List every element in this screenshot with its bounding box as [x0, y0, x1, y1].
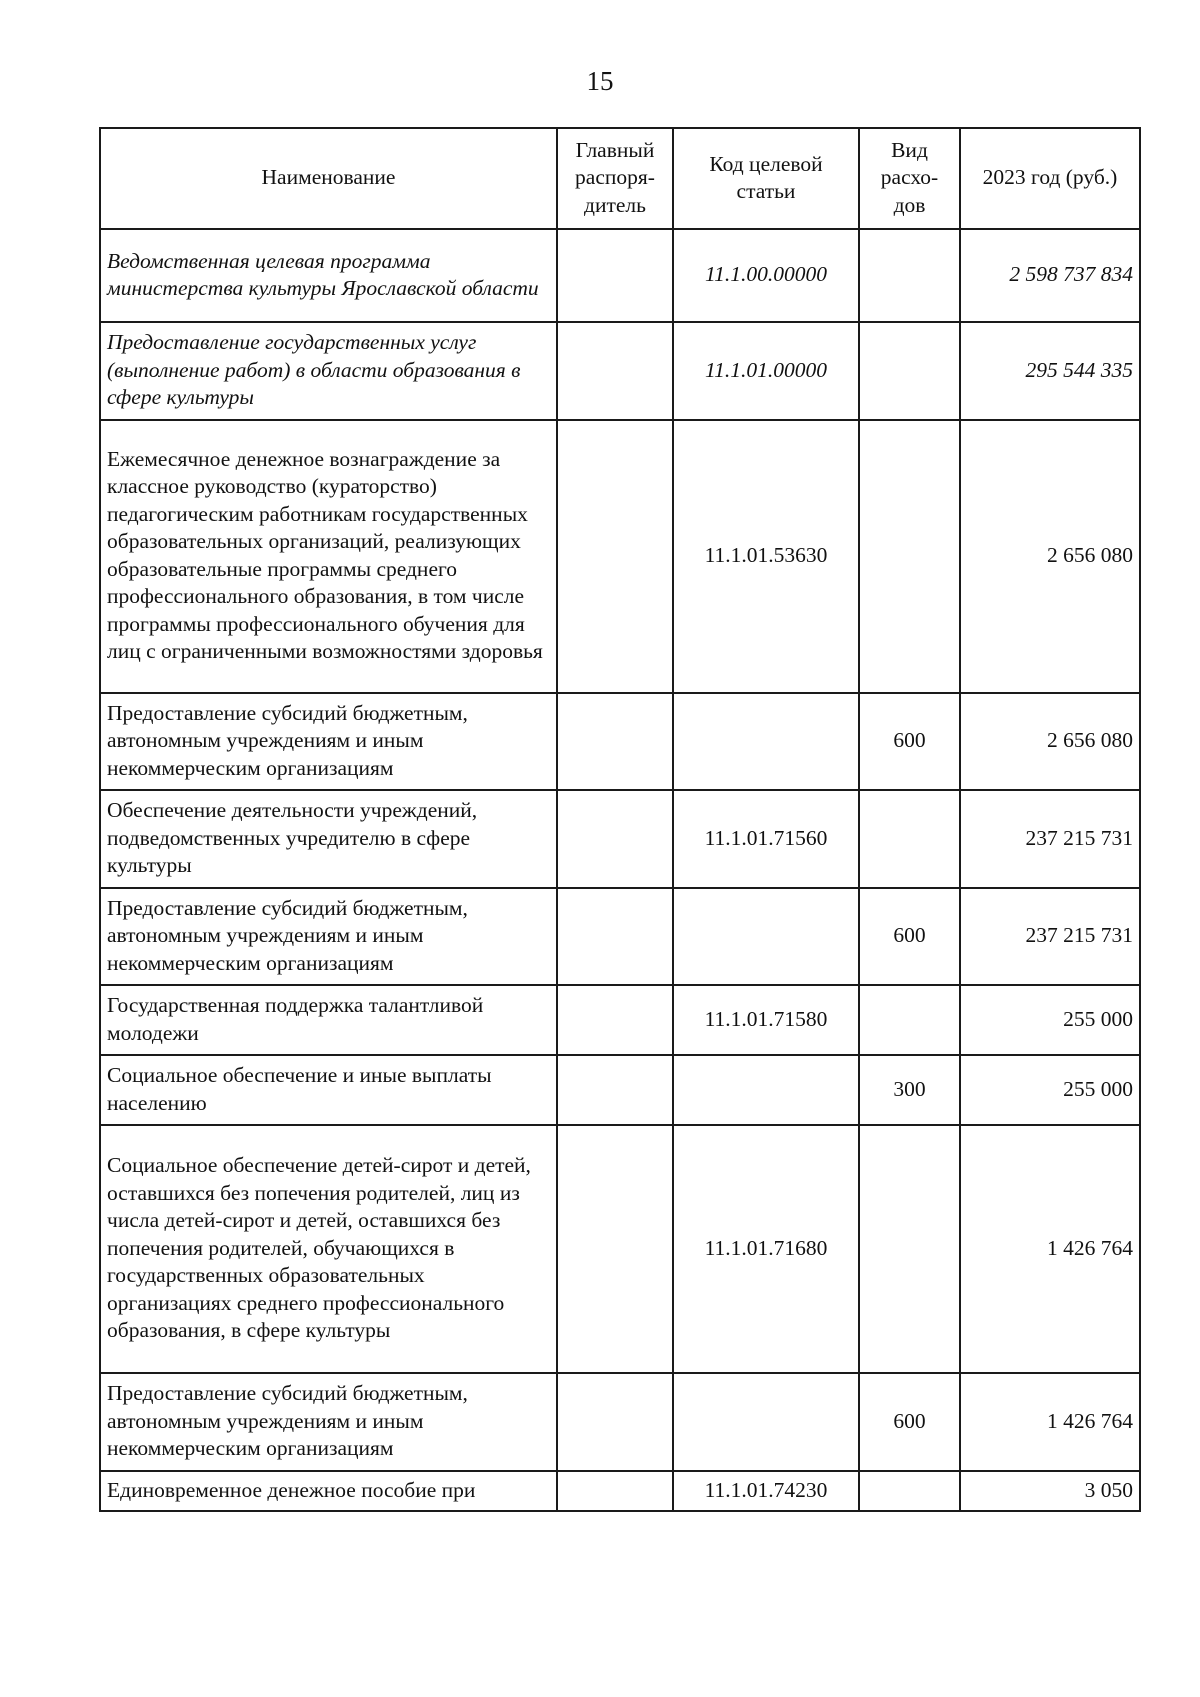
header-chief-manager: Главный распоря-дитель: [557, 128, 673, 229]
cell-amount: 295 544 335: [960, 322, 1140, 420]
cell-chief-manager: [557, 1055, 673, 1125]
cell-amount: 237 215 731: [960, 888, 1140, 986]
header-row: [100, 128, 1140, 229]
table-row: [100, 1055, 1140, 1125]
cell-expense-type: [859, 1125, 960, 1373]
cell-amount: 2 598 737 834: [960, 229, 1140, 322]
cell-amount: 2 656 080: [960, 420, 1140, 693]
cell-target-code: 11.1.01.74230: [673, 1471, 859, 1512]
cell-expense-type: 300: [859, 1055, 960, 1125]
table-row: [100, 229, 1140, 322]
cell-name: Единовременное денежное пособие при: [100, 1471, 557, 1512]
cell-name: Социальное обеспечение детей-сирот и детей, оставшихся без попечения родителей, лиц из числа детей-сирот и детей, оставшихся без попечения родителей, обучающихся в государственных образовательных организациях среднего профессионального образования, в сфере культуры: [100, 1125, 557, 1373]
cell-name: Ежемесячное денежное вознаграждение за классное руководство (кураторство) педагогическим работникам государственных образовательных организаций, реализующих образовательные программы среднего профессионального образования, в том числе программы профессионального обучения для лиц с ограниченными возможностями здоровья: [100, 420, 557, 693]
table-row: [100, 888, 1140, 986]
cell-name: Государственная поддержка талантливой молодежи: [100, 985, 557, 1055]
cell-amount: 1 426 764: [960, 1373, 1140, 1471]
table-row: [100, 1471, 1140, 1512]
table-row: [100, 985, 1140, 1055]
cell-expense-type: [859, 420, 960, 693]
table-row: [100, 1125, 1140, 1373]
cell-amount: 237 215 731: [960, 790, 1140, 888]
cell-name: Предоставление субсидий бюджетным, автономным учреждениям и иным некоммерческим организациям: [100, 888, 557, 986]
table-row: [100, 693, 1140, 791]
cell-chief-manager: [557, 1471, 673, 1512]
cell-chief-manager: [557, 1373, 673, 1471]
cell-expense-type: [859, 229, 960, 322]
cell-target-code: [673, 1055, 859, 1125]
header-amount: 2023 год (руб.): [960, 128, 1140, 229]
cell-chief-manager: [557, 420, 673, 693]
table-header: [100, 128, 1140, 229]
cell-chief-manager: [557, 322, 673, 420]
cell-amount: 2 656 080: [960, 693, 1140, 791]
cell-name: Предоставление государственных услуг (выполнение работ) в области образования в сфере культуры: [100, 322, 557, 420]
table-body: [100, 229, 1140, 1511]
cell-chief-manager: [557, 229, 673, 322]
cell-target-code: 11.1.01.71580: [673, 985, 859, 1055]
cell-target-code: 11.1.01.71560: [673, 790, 859, 888]
cell-chief-manager: [557, 888, 673, 986]
cell-name: Социальное обеспечение и иные выплаты населению: [100, 1055, 557, 1125]
cell-chief-manager: [557, 985, 673, 1055]
table-row: [100, 420, 1140, 693]
cell-name: Обеспечение деятельности учреждений, подведомственных учредителю в сфере культуры: [100, 790, 557, 888]
table-row: [100, 1373, 1140, 1471]
header-name: Наименование: [100, 128, 557, 229]
table-row: [100, 790, 1140, 888]
cell-amount: 255 000: [960, 985, 1140, 1055]
cell-amount: 255 000: [960, 1055, 1140, 1125]
cell-amount: 3 050: [960, 1471, 1140, 1512]
page-number: 15: [586, 66, 614, 96]
cell-chief-manager: [557, 790, 673, 888]
cell-expense-type: [859, 1471, 960, 1512]
cell-target-code: [673, 888, 859, 986]
cell-expense-type: 600: [859, 1373, 960, 1471]
cell-expense-type: 600: [859, 888, 960, 986]
cell-target-code: 11.1.00.00000: [673, 229, 859, 322]
cell-expense-type: [859, 322, 960, 420]
cell-expense-type: [859, 790, 960, 888]
cell-target-code: 11.1.01.00000: [673, 322, 859, 420]
header-target-code: Код целевой статьи: [673, 128, 859, 229]
cell-name: Предоставление субсидий бюджетным, автономным учреждениям и иным некоммерческим организациям: [100, 693, 557, 791]
table-row: [100, 322, 1140, 420]
cell-target-code: [673, 1373, 859, 1471]
cell-name: Предоставление субсидий бюджетным, автономным учреждениям и иным некоммерческим организациям: [100, 1373, 557, 1471]
cell-expense-type: 600: [859, 693, 960, 791]
cell-chief-manager: [557, 693, 673, 791]
cell-expense-type: [859, 985, 960, 1055]
budget-table: [99, 127, 1141, 1512]
cell-amount: 1 426 764: [960, 1125, 1140, 1373]
header-expense-type: Вид расхо-дов: [859, 128, 960, 229]
cell-target-code: 11.1.01.53630: [673, 420, 859, 693]
cell-name: Ведомственная целевая программа министерства культуры Ярославской области: [100, 229, 557, 322]
cell-target-code: 11.1.01.71680: [673, 1125, 859, 1373]
cell-chief-manager: [557, 1125, 673, 1373]
cell-target-code: [673, 693, 859, 791]
